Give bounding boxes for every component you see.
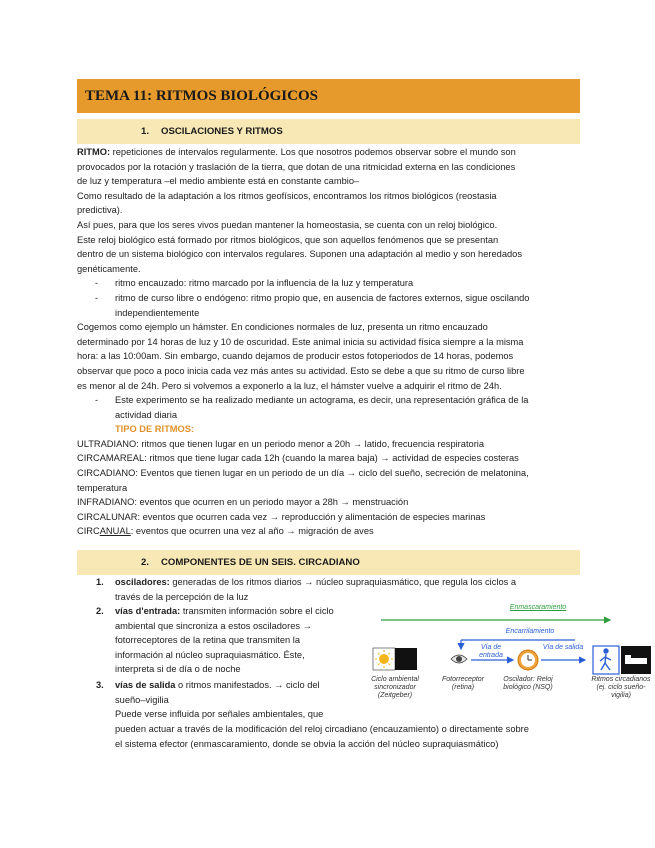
rhythm-type: CIRCAMAREAL: ritmos que tiene lugar cada 12h (cuando la marea baja) → actividad de especies costeras bbox=[77, 453, 519, 464]
caption-photoreceptor: Fotorreceptor (retina) bbox=[441, 676, 485, 691]
item-number: 2. bbox=[96, 606, 104, 616]
text-line: dentro de un sistema biológico con intervalos regulares. Suponen una adaptación al medio y son heredados bbox=[77, 249, 522, 260]
paragraph: RITMO: repeticiones de intervalos regularmente. Los que nosotros podemos observar sobre el mundo son bbox=[77, 147, 516, 157]
subheading: TIPO DE RITMOS: bbox=[115, 424, 195, 435]
circadian-diagram bbox=[365, 604, 655, 704]
eye-icon bbox=[451, 655, 467, 663]
text-line: Este reloj biológico está formado por ritmos biológicos, que son aquellos fenómenos que se presentan bbox=[77, 234, 499, 245]
item-number: 1. bbox=[96, 577, 104, 587]
influence-paragraph: pueden actuar a través de la modificación del reloj circadiano (encauzamiento) o directamente sobre el sistema efector (enmascaramiento, donde se obvia la acción del núcleo supraquiasmático) bbox=[115, 724, 529, 749]
term: RITMO: bbox=[77, 147, 111, 157]
text-line: provocados por la rotación y traslación de la tierra, que dotan de una ritmicidad externa en las condiciones bbox=[77, 161, 516, 172]
clock-icon bbox=[518, 650, 538, 670]
entrainment-label: Encarrilamiento bbox=[505, 628, 555, 635]
list-item: - Este experimento se ha realizado mediante un actograma, es decir, una representación gráfica de la actividad diaria bbox=[77, 393, 577, 422]
masking-label: Enmascaramiento bbox=[509, 604, 567, 611]
section-title: COMPONENTES DE UN SEIS. CIRCADIANO bbox=[161, 557, 360, 568]
caption-zeitgeber: Ciclo ambiental sincronizador (Zeitgeber) bbox=[371, 676, 419, 699]
text-line: hora: a las 10:00am. Sin embargo, cuando dejamos de producir estos fotoperiodos de 14 horas, podemos bbox=[77, 351, 514, 362]
section-1-body bbox=[77, 145, 577, 539]
text-line: predictiva). bbox=[77, 205, 123, 216]
input-label: Vía de entrada bbox=[479, 644, 503, 659]
bullet-list bbox=[77, 276, 577, 320]
text-line: Así pues, para que los seres vivos puedan mantener la homeostasia, se cuenta con un reloj biológico. bbox=[77, 219, 498, 230]
rhythm-type: INFRADIANO: eventos que ocurren en un periodo mayor a 28h → menstruación bbox=[77, 497, 409, 508]
list-item: - ritmo encauzado: ritmo marcado por la influencia de la luz y temperatura bbox=[77, 276, 577, 291]
section-title: OSCILACIONES Y RITMOS bbox=[161, 126, 283, 137]
term: vías d'entrada: bbox=[115, 606, 181, 616]
caption-rhythms: Ritmos circadianos (ej. ciclo sueño-vigilia) bbox=[591, 676, 651, 699]
item-number: 3. bbox=[96, 680, 104, 690]
page-title: TEMA 11: RITMOS BIOLÓGICOS bbox=[77, 79, 580, 113]
rhythm-type: CIRCALUNAR: eventos que ocurren cada vez → reproducción y alimentación de especies marinas bbox=[77, 511, 486, 522]
component-item-3: 3. vías de salida o ritmos manifestados. → ciclo del sueño–vigilia Puede verse influida por señales ambientales, que bbox=[96, 680, 324, 720]
text-line: determinado por 14 horas de luz y 10 de oscuridad. Este animal inicia su actividad física siempre a la misma bbox=[77, 336, 524, 347]
caption-oscillator: Oscilador: Reloj biológico (NSQ) bbox=[503, 676, 553, 691]
text-line: es menor al de 24h. Pero si volvemos a exponerlo a la luz, el hámster vuelve a adquirir el ritmo de 24h. bbox=[77, 380, 502, 391]
rhythm-type: CIRCANUAL: eventos que ocurren una vez al año → migración de aves bbox=[77, 526, 374, 537]
list-item: - ritmo de curso libre o endógeno: ritmo propio que, en ausencia de factores externos, sigue oscilando independientemente bbox=[77, 291, 577, 320]
term: osciladores: bbox=[115, 577, 170, 587]
rhythm-type: CIRCADIANO: Eventos que tienen lugar en un periodo de un día → ciclo del sueño, secreción de melatonina, bbox=[77, 468, 529, 479]
component-item-2: 2. vías d'entrada: transmiten información sobre el ciclo ambiental que sincroniza a estos osciladores → fotorreceptores de la retina que transmiten la información al núcleo supraquiasmático. Éste, interpreta si de día o de noche bbox=[96, 606, 334, 675]
section-number: 1. bbox=[141, 126, 150, 137]
rhythm-type: temperatura bbox=[77, 482, 128, 493]
text-line: genéticamente. bbox=[77, 263, 141, 274]
component-item-1: 1. osciladores: generadas de los ritmos diarios → núcleo supraquiasmático, que regula los ciclos a través de la percepción de la luz bbox=[96, 577, 517, 602]
text-line: de luz y temperatura –el medio ambiente está en constante cambio– bbox=[77, 176, 360, 187]
text-line: observar que poco a poco inicia cada vez más antes su actividad. Esto se debe a que su ritmo de curso libre bbox=[77, 365, 525, 376]
text-line: Cogemos como ejemplo un hámster. En condiciones normales de luz, presenta un ritmo encauzado bbox=[77, 322, 488, 333]
bullet-list bbox=[77, 393, 577, 422]
text-line: Como resultado de la adaptación a los ritmos geofísicos, encontramos los ritmos biológicos (reostasia bbox=[77, 190, 497, 201]
output-label: Vía de salida bbox=[542, 644, 584, 651]
moon-icon bbox=[395, 648, 417, 670]
section-heading-1 bbox=[77, 119, 580, 144]
section-number: 2. bbox=[141, 557, 150, 568]
term: vías de salida bbox=[115, 680, 176, 690]
section-heading-2 bbox=[77, 550, 580, 575]
rhythm-type: ULTRADIANO: ritmos que tienen lugar en un periodo menor a 20h → latido, frecuencia respiratoria bbox=[77, 438, 485, 449]
